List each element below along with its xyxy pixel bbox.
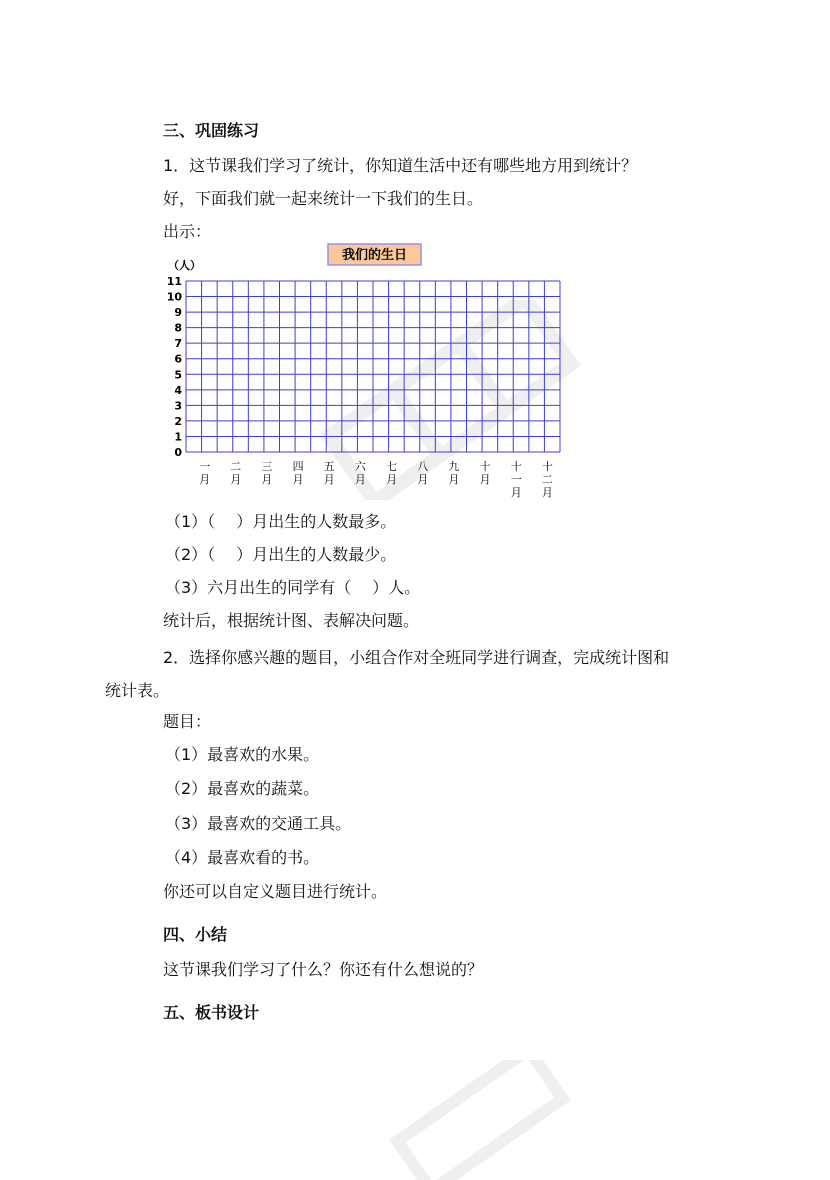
question-1-follow-text: 好，下面我们就一起来统计一下我们的生日。 <box>163 189 484 208</box>
month-label-char: 六 <box>354 460 366 473</box>
month-label-char: 五 <box>323 460 335 473</box>
month-label-char: 一 <box>510 473 522 486</box>
y-tick-label: 4 <box>174 383 182 397</box>
birthday-chart <box>150 240 580 505</box>
section-5-heading: 五、板书设计 <box>163 1003 260 1022</box>
month-label-char: 一 <box>199 460 211 473</box>
month-label-char: 二 <box>541 473 553 486</box>
topic-item-3: （3）最喜欢的交通工具。 <box>165 814 352 833</box>
y-tick-label: 5 <box>174 368 182 382</box>
month-label-char: 月 <box>448 473 460 486</box>
y-tick-label: 9 <box>174 306 182 320</box>
month-label-char: 月 <box>417 473 429 486</box>
after-stats-text: 统计后，根据统计图、表解决问题。 <box>163 611 420 630</box>
month-label-char: 月 <box>323 473 335 486</box>
month-label-char: 八 <box>417 460 429 473</box>
month-label-char: 月 <box>199 473 211 486</box>
section-4-text: 这节课我们学习了什么？你还有什么想说的？ <box>163 960 484 979</box>
y-tick-label: 1 <box>174 430 182 444</box>
question-1-text: 1．这节课我们学习了统计，你知道生活中还有哪些地方用到统计？ <box>163 156 638 175</box>
topic-item-1: （1）最喜欢的水果。 <box>165 745 320 764</box>
y-axis-ticks <box>167 275 183 459</box>
x-axis-month-labels <box>199 459 553 499</box>
question-2-line-1: 2．选择你感兴趣的题目，小组合作对全班同学进行调查，完成统计图和 <box>163 648 670 667</box>
y-tick-label: 10 <box>166 290 182 304</box>
sub-question-1: （1）（ ）月出生的人数最多。 <box>165 512 397 531</box>
sub-question-3: （3）六月出生的同学有（ ）人。 <box>165 578 421 597</box>
month-label-char: 月 <box>386 473 398 486</box>
month-label-char: 十 <box>541 460 553 473</box>
y-axis-unit-label: （人） <box>168 259 201 272</box>
y-tick-label: 0 <box>174 446 182 459</box>
chart-title: 我们的生日 <box>341 248 408 263</box>
y-tick-label: 11 <box>166 275 182 288</box>
y-tick-label: 2 <box>174 414 182 428</box>
month-label-char: 七 <box>386 460 398 473</box>
month-label-char: 月 <box>510 486 522 499</box>
month-label-char: 九 <box>448 460 460 473</box>
month-label-char: 月 <box>230 473 242 486</box>
month-label-char: 三 <box>261 460 273 473</box>
show-label: 出示： <box>163 222 212 241</box>
month-label-char: 四 <box>292 460 304 473</box>
chart-grid <box>186 281 560 452</box>
topic-item-2: （2）最喜欢的蔬菜。 <box>165 779 320 798</box>
section-4-heading: 四、小结 <box>163 925 228 944</box>
y-tick-label: 8 <box>174 321 182 335</box>
month-label-char: 二 <box>230 460 242 473</box>
y-tick-label: 3 <box>174 399 182 413</box>
question-2-line-2: 统计表。 <box>105 681 170 700</box>
section-3-heading: 三、巩固练习 <box>163 121 260 140</box>
custom-topic-note: 你还可以自定义题目进行统计。 <box>163 882 388 901</box>
month-label-char: 十 <box>510 460 522 473</box>
topic-label: 题目： <box>163 712 212 731</box>
y-tick-label: 6 <box>174 352 182 366</box>
sub-question-2: （2）（ ）月出生的人数最少。 <box>165 545 397 564</box>
watermark-logo-bottom <box>380 1060 580 1180</box>
topic-item-4: （4）最喜欢看的书。 <box>165 848 320 867</box>
month-label-char: 月 <box>354 473 366 486</box>
month-label-char: 月 <box>541 486 553 499</box>
month-label-char: 月 <box>292 473 304 486</box>
month-label-char: 月 <box>479 473 491 486</box>
y-tick-label: 7 <box>174 337 182 351</box>
month-label-char: 十 <box>479 460 491 473</box>
month-label-char: 月 <box>261 473 273 486</box>
